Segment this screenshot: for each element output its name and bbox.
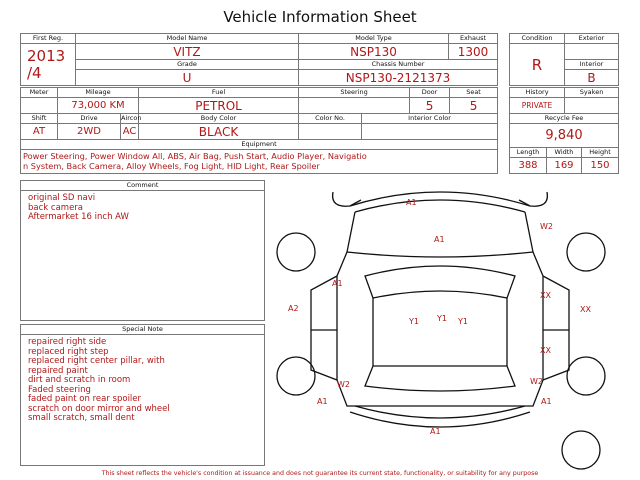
left-side-outline [311,276,337,380]
first-reg-year: 2013 [27,46,66,65]
color-no-value [299,124,362,140]
length-label: Length [510,148,547,158]
damage-mark-hood: A1 [434,235,445,244]
interior-color-value [362,124,498,140]
syaken-value [565,98,619,114]
damage-mark-right-rear: A1 [541,397,552,406]
damage-mark-rear-bumper: A1 [430,427,441,436]
first-reg-label: First Reg. [21,34,76,44]
comment-line: Aftermarket 16 inch AW [28,212,129,222]
body-color-value: BLACK [139,124,299,140]
front-left-wheel [277,233,315,271]
special-note-line: Faded steering [28,384,91,395]
syaken-label: Syaken [565,88,619,98]
special-note-line: repaired right side [28,337,107,347]
history-label: History [510,88,565,98]
damage-mark-roof-center: Y1 [437,314,447,323]
equipment-label: Equipment [21,140,498,150]
comment-line: back camera [28,202,83,213]
damage-mark-right-rear-door: XX [540,346,551,355]
damage-mark-left-rear-wheel: W2 [337,380,350,389]
spare-wheel [562,431,600,469]
comment-label: Comment [21,181,264,191]
equipment-line-1: Power Steering, Power Window All, ABS, Air Bag, Push Start, Audio Player, Navigatio [23,151,367,161]
door-value: 5 [410,98,450,114]
page-title: Vehicle Information Sheet [223,8,417,26]
exhaust-value: 1300 [449,44,498,60]
front-right-wheel [567,233,605,271]
special-note-line: replaced right step [28,346,109,357]
comment-box [20,180,265,321]
exterior-value [565,44,619,60]
comment-line: original SD navi [28,193,96,203]
hood-edge-outline [355,200,525,212]
mileage-value: 73,000 KM [58,98,139,114]
windshield-outline [365,266,515,298]
rear-bumper-inner [355,406,525,418]
recycle-fee-label: Recycle Fee [510,114,619,124]
rear-bumper-outline [350,412,530,427]
special-note-line: faded paint on rear spoiler [28,394,142,404]
history-value: PRIVATE [510,98,565,114]
special-note-line: small scratch, small dent [28,413,135,423]
model-type-value: NSP130 [299,44,449,60]
damage-mark-roof-left: Y1 [409,317,419,326]
model-name-label: Model Name [76,34,299,44]
fuel-label: Fuel [139,88,299,98]
damage-mark-left-side: A2 [288,304,299,313]
front-bumper-outline [350,192,530,206]
chassis-label: Chassis Number [299,60,498,70]
seat-value: 5 [450,98,498,114]
interior-label: Interior [565,60,619,70]
seat-label: Seat [450,88,498,98]
damage-mark-roof-right: Y1 [458,317,468,326]
model-type-label: Model Type [299,34,449,44]
damage-mark-right-side: XX [580,305,591,314]
height-value: 150 [582,158,619,174]
shift-value: AT [21,124,58,140]
door-label: Door [410,88,450,98]
condition-value: R [510,44,565,86]
grade-value: U [76,70,299,86]
history-table [509,87,619,174]
rear-right-wheel [567,357,605,395]
special-note-box [20,324,265,466]
drive-label: Drive [58,114,121,124]
damage-mark-right-front-wheel: W2 [540,222,553,231]
special-note-line: dirt and scratch in room [28,375,131,385]
exterior-label: Exterior [565,34,619,44]
width-label: Width [547,148,582,158]
width-value: 169 [547,158,582,174]
recycle-fee-value: 9,840 [510,124,619,148]
steering-value [299,98,410,114]
height-label: Height [582,148,619,158]
rear-left-wheel [277,357,315,395]
car-damage-diagram [275,180,620,470]
special-note-label: Special Note [21,325,264,335]
equipment-line-2: n System, Back Camera, Alloy Wheels, Fog Light, HID Light, Rear Spoiler [23,160,320,171]
special-note-line: scratch on door mirror and wheel [28,403,170,414]
damage-mark-left-rear: A1 [317,397,328,406]
steering-label: Steering [299,88,410,98]
aircon-value: AC [121,124,139,140]
rear-window-outline [365,366,515,391]
meter-value [21,98,58,114]
special-note-line: replaced right center pillar, with [28,356,165,366]
roof-outline [373,298,507,366]
chassis-value: NSP130-2121373 [299,70,498,86]
damage-mark-right-rear-wheel: W2 [530,377,543,386]
condition-table [509,33,619,86]
condition-label: Condition [510,34,565,44]
exhaust-label: Exhaust [449,34,498,44]
equipment-value [21,150,498,174]
model-name-value: VITZ [76,44,299,60]
length-value: 388 [510,158,547,174]
vehicle-spec-table [20,87,498,174]
first-reg-value [21,44,76,86]
damage-mark-front-bumper: A1 [406,198,417,207]
first-reg-month: /4 [27,63,42,82]
drive-value: 2WD [58,124,121,140]
shift-label: Shift [21,114,58,124]
aircon-label: Aircon [121,114,142,122]
damage-mark-right-front-door: XX [540,291,551,300]
color-no-label: Color No. [299,114,362,124]
disclaimer-footer: This sheet reflects the vehicle's condition at issuance and does not guarantee its current state, functionality, or suitability for any purpose [101,470,539,477]
interior-value: B [565,70,619,86]
grade-label: Grade [76,60,299,70]
mileage-label: Mileage [58,88,139,98]
damage-mark-left-front: A1 [332,279,343,288]
fuel-value: PETROL [139,98,299,114]
interior-color-label: Interior Color [362,114,498,124]
special-note-line: repaired paint [28,365,88,376]
body-color-label: Body Color [139,114,299,124]
meter-label: Meter [21,88,58,98]
vehicle-identity-table [20,33,498,86]
